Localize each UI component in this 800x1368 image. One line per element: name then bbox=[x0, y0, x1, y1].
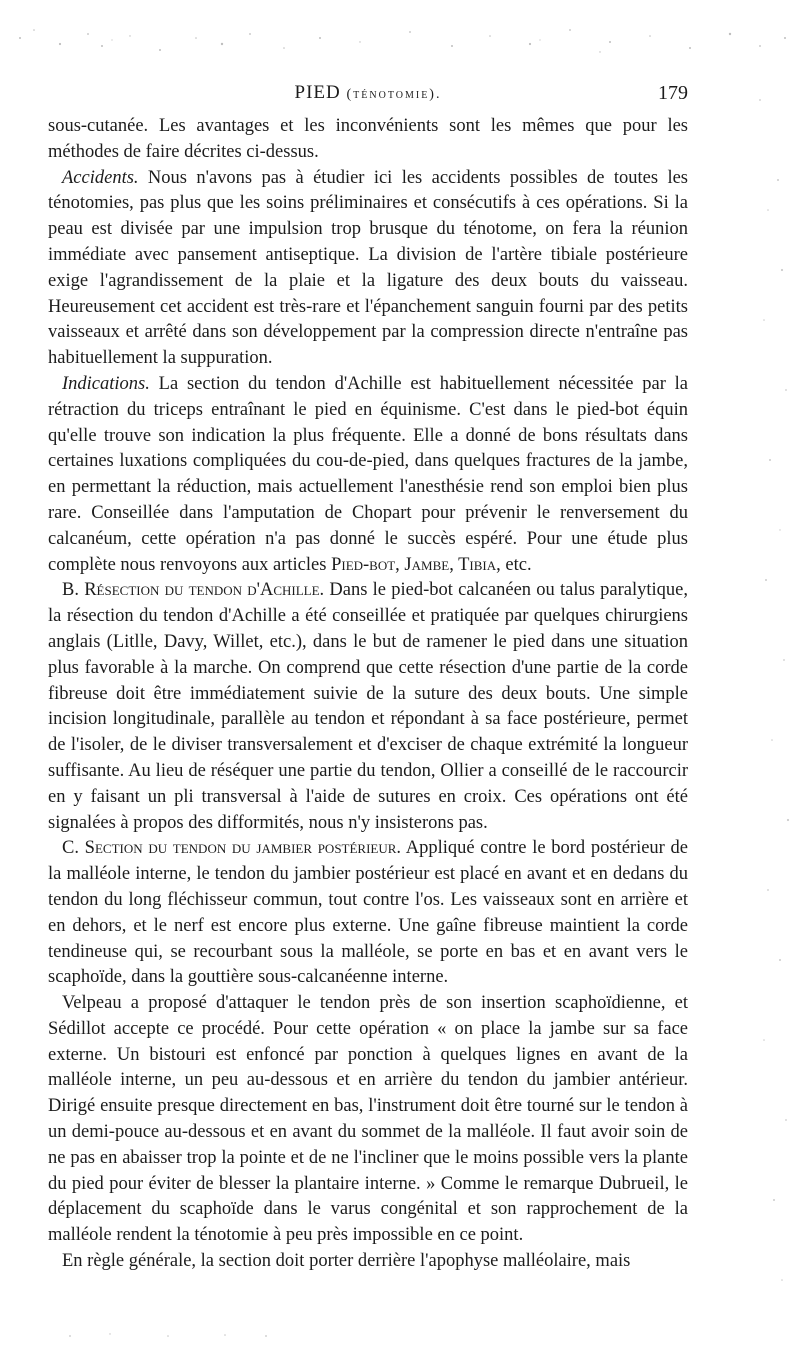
paragraph-methods-continued bbox=[48, 114, 688, 166]
page-number: 179 bbox=[658, 82, 688, 104]
section-heading-accidents: Accidents. bbox=[62, 167, 139, 188]
section-letter-b: B. bbox=[62, 580, 79, 601]
paragraph-text: Dans le pied-bot calcanéen ou talus paralytique, la résection du tendon d'Achille a été conseillée et pratiquée par quelques chirurgiens anglais (Litlle, Davy, Willet, etc.), dans le but de ramener le pied dans une situation plus favorable à la marche. On comprend que cette résection d'une partie de la corde fibreuse doit être immédiatement suivie de la suture des deux bouts. Une simple incision longitudinale, parallèle au tendon et répondant à sa face postérieure, permet de l'isoler, de le diviser transversalement et d'exciser de chaque extrémité la longueur suffisante. Au lieu de réséquer une partie du tendon, Ollier a conseillé de le raccourcir en y faisant un pli transversal à l'aide de sutures en croix. Ces opérations ont été signalées à propos des difformités, nous n'y insisterons pas. bbox=[48, 580, 688, 833]
paragraph-text: Velpeau a proposé d'attaquer le tendon près de son insertion scaphoïdienne, et Sédillot accepte ce procédé. Pour cette opération « on place la jambe sur sa face externe. Un bistouri est enfoncé par ponction à quelques lignes en avant de la malléole interne, un peu au-dessous et en arrière du tendon du jambier antérieur. Dirigé ensuite presque directement en bas, l'instrument doit être tourné sur le tendon à un demi-pouce au-dessous et en avant du sommet de la malléole. Il faut avoir soin de ne pas en abaisser trop la pointe et de ne l'incliner que le moins possible vers la plante du pied pour éviter de blesser la plantaire interne. » Comme le remarque Dubrueil, le déplacement du scaphoïde dans le varus congénital et son rapprochement de la malléole rendent la ténotomie à peu près impossible en ce point. bbox=[48, 993, 688, 1246]
paragraph-velpeau bbox=[48, 991, 688, 1249]
running-head bbox=[48, 82, 688, 106]
paragraph-resection bbox=[48, 578, 688, 836]
scan-speckle-bottom bbox=[0, 1320, 720, 1350]
scan-speckle-top bbox=[0, 0, 800, 60]
section-heading-indications: Indications. bbox=[62, 373, 150, 394]
paragraph-accidents bbox=[48, 166, 688, 372]
running-head-subtitle: (ténotomie). bbox=[346, 87, 442, 102]
running-head-main: PIED bbox=[294, 82, 341, 103]
scan-speckle-margin bbox=[730, 60, 800, 1360]
paragraph-indications bbox=[48, 372, 688, 578]
paragraph-text: Appliqué contre le bord postérieur de la malléole interne, le tendon du jambier postérieur est placé en avant et en dedans du tendon du long fléchisseur commun, tout contre l'os. Les vaisseaux sont en arrière et en dehors, et le nerf est encore plus externe. Une gaîne fibreuse maintient la corde tendineuse qui, se recourbant sous la malléole, se porte en bas et en avant vers le scaphoïde, dans la gouttière sous-calcanéenne interne. bbox=[48, 838, 688, 988]
paragraph-text: Nous n'avons pas à étudier ici les accidents possibles de toutes les ténotomies, pas plus que les soins préliminaires et consécutifs à ces opérations. Si la peau est divisée par une impulsion trop brusque du ténotome, on fera la réunion immédiate avec pansement antiseptique. La division de l'artère tibiale postérieure exige l'agrandissement de la plaie et la ligature des deux bouts du vaisseau. Heureusement cet accident est très-rare et l'épanchement sanguin fourni par des petits vaisseaux et arrêté dans son développement par la compression directe n'entraîne pas habituellement la suppuration. bbox=[48, 167, 688, 369]
running-head-title bbox=[48, 82, 688, 104]
cross-references: Pied-bot, Jambe, Tibia, bbox=[331, 554, 501, 575]
paragraph-jambier bbox=[48, 836, 688, 991]
paragraph-text: sous-cutanée. Les avantages et les inconvénients sont les mêmes que pour les méthodes de faire décrites ci-dessus. bbox=[48, 116, 688, 162]
section-heading-jambier: Section du tendon du jambier postérieur. bbox=[84, 838, 402, 859]
paragraph-tail: etc. bbox=[500, 554, 532, 575]
section-heading-resection: Résection du tendon d'Achille. bbox=[84, 580, 325, 601]
paragraph-text: La section du tendon d'Achille est habituellement nécessitée par la rétraction du triceps entraînant le pied en équinisme. C'est dans le pied-bot équin qu'elle trouve son indication la plus fréquente. Elle a donné de bons résultats dans certaines luxations compliquées du cou-de-pied, dans quelques fractures de la jambe, en permettant la réduction, mais actuellement l'anesthésie rend son emploi bien plus rare. Conseillée dans l'amputation de Chopart pour prévenir le renversement du calcanéum, cette opération n'a pas donné le succès espéré. Pour une étude plus complète nous renvoyons aux articles bbox=[48, 373, 688, 575]
paragraph-text: En règle générale, la section doit porter derrière l'apophyse malléolaire, mais bbox=[62, 1251, 631, 1272]
section-letter-c: C. bbox=[62, 838, 79, 859]
paragraph-general-rule bbox=[48, 1249, 688, 1275]
body-text bbox=[48, 114, 688, 1275]
